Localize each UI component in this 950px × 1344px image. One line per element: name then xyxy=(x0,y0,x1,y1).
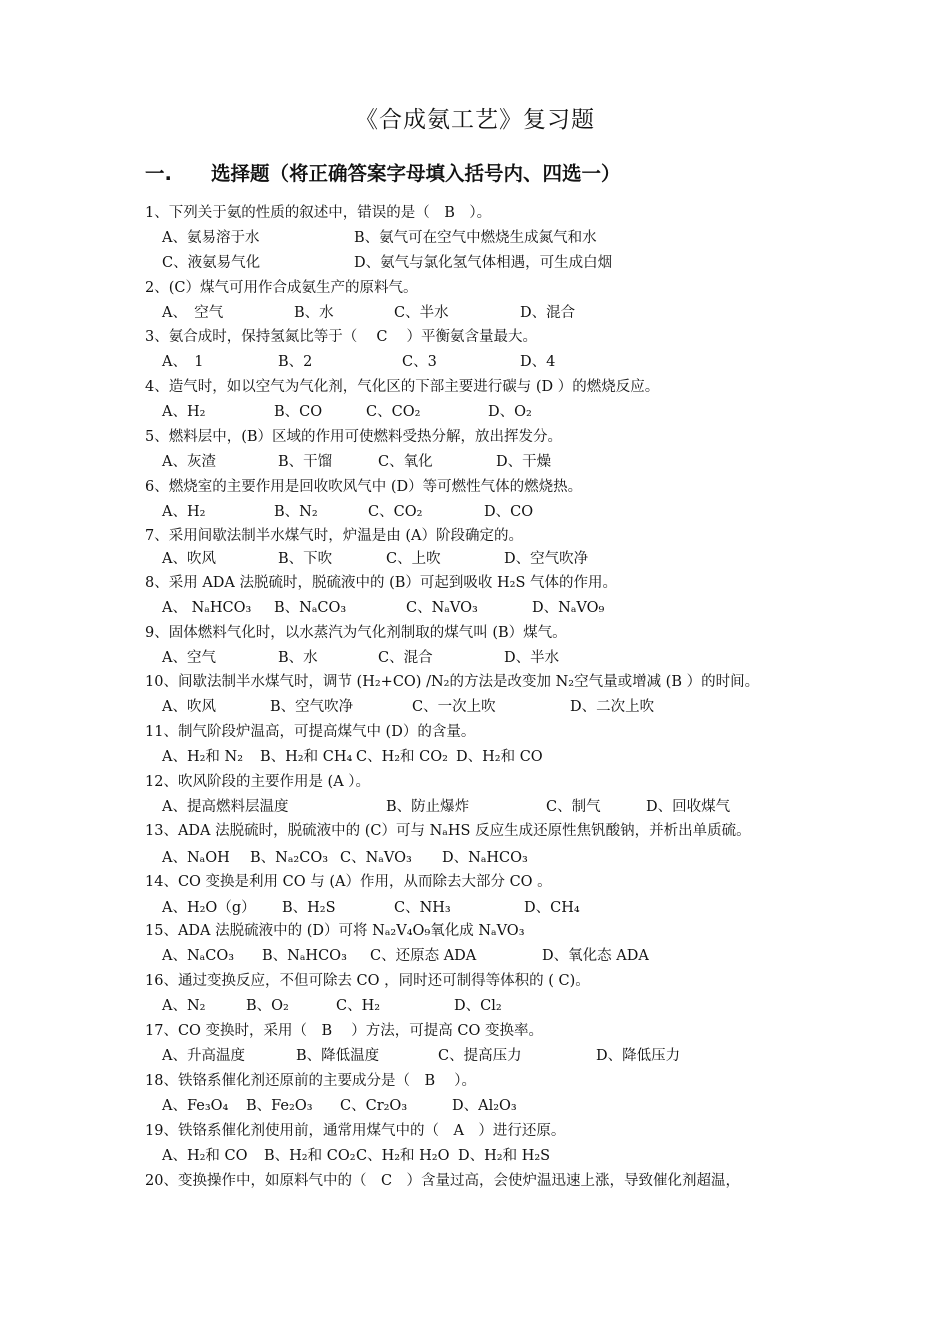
answer-option: C、半水 xyxy=(394,305,449,321)
answer-option: A、H₂和 N₂ xyxy=(162,749,244,765)
question-stem: 13、ADA 法脱硫时，脱硫液中的 (C）可与 NₐHS 反应生成还原性焦钒酸钠，并析出单质硫。 xyxy=(145,823,751,839)
answer-option: B、N₂ xyxy=(274,504,318,520)
answer-option: A、H₂和 CO xyxy=(162,1148,248,1164)
question-stem: 10、间歇法制半水煤气时，调节 (H₂+CO) /N₂的方法是改变加 N₂空气量或增减 (B ）的时间。 xyxy=(145,674,760,690)
question-stem: 20、变换操作中，如原料气中的（ C ）含量过高，会使炉温迅速上涨，导致催化剂超温， xyxy=(145,1173,741,1189)
answer-option: B、Fe₂O₃ xyxy=(246,1098,313,1114)
answer-option: C、Cr₂O₃ xyxy=(340,1098,408,1114)
answer-option: B、水 xyxy=(294,305,334,321)
answer-option: C、3 xyxy=(402,354,437,370)
answer-option: A、氨易溶于水 xyxy=(162,230,260,246)
answer-option: C、上吹 xyxy=(386,551,441,567)
answer-option: C、制气 xyxy=(546,799,601,815)
answer-option: D、Al₂O₃ xyxy=(452,1098,517,1114)
section-heading xyxy=(145,158,621,186)
answer-option: B、空气吹净 xyxy=(270,699,354,715)
answer-option: B、下吹 xyxy=(278,551,333,567)
answer-option: C、CO₂ xyxy=(368,504,423,520)
answer-option: C、H₂和 CO₂ xyxy=(356,749,448,765)
answer-option: C、NₐVO₃ xyxy=(340,850,412,866)
answer-option: C、NH₃ xyxy=(394,900,451,916)
question-stem: 16、通过变换反应，不但可除去 CO ，同时还可制得等体积的 ( C)。 xyxy=(145,973,590,989)
answer-option: C、液氨易气化 xyxy=(162,255,261,271)
answer-option: D、NₐVO₉ xyxy=(532,600,605,616)
question-stem: 6、燃烧室的主要作用是回收吹风气中 (D）等可燃性气体的燃烧热。 xyxy=(145,479,583,495)
question-stem: 12、吹风阶段的主要作用是 (A ）。 xyxy=(145,774,371,790)
answer-option: C、CO₂ xyxy=(366,404,421,420)
question-stem: 7、采用间歇法制半水煤气时，炉温是由 (A）阶段确定的。 xyxy=(145,528,523,544)
question-stem: 15、ADA 法脱硫液中的 (D）可将 Nₐ₂V₄O₉氧化成 NₐVO₃ xyxy=(145,923,525,939)
answer-option: B、H₂和 CH₄ xyxy=(260,749,353,765)
question-stem: 11、制气阶段炉温高，可提高煤气中 (D）的含量。 xyxy=(145,724,476,740)
answer-option: C、H₂ xyxy=(336,998,381,1014)
question-stem: 18、铁铬系催化剂还原前的主要成分是（ B ）。 xyxy=(145,1073,476,1089)
answer-option: B、氨气可在空气中燃烧生成氮气和水 xyxy=(354,230,597,246)
question-stem: 2、(C）煤气可用作合成氨生产的原料气。 xyxy=(145,280,418,296)
answer-option: B、防止爆炸 xyxy=(386,799,470,815)
answer-option: A、H₂O（g） xyxy=(162,900,256,916)
section-number: 一. xyxy=(145,162,172,185)
answer-option: A、NₐCO₃ xyxy=(162,948,235,964)
answer-option: A、NₐOH xyxy=(162,850,230,866)
answer-option: D、降低压力 xyxy=(596,1048,681,1064)
answer-option: D、O₂ xyxy=(488,404,532,420)
answer-option: A、升高温度 xyxy=(162,1048,245,1064)
answer-option: A、N₂ xyxy=(162,998,206,1014)
question-stem: 1、下列关于氨的性质的叙述中，错误的是（ B ）。 xyxy=(145,205,492,221)
answer-option: A、吹风 xyxy=(162,551,216,567)
answer-option: D、二次上吹 xyxy=(570,699,655,715)
answer-option: A、提高燃料层温度 xyxy=(162,799,289,815)
answer-option: B、CO xyxy=(274,404,323,420)
answer-option: C、H₂和 H₂O xyxy=(356,1148,450,1164)
answer-option: C、提高压力 xyxy=(438,1048,522,1064)
answer-option: D、H₂和 H₂S xyxy=(458,1148,551,1164)
answer-option: D、CO xyxy=(484,504,534,520)
answer-option: B、2 xyxy=(278,354,313,370)
answer-option: A、 NₐHCO₃ xyxy=(162,600,252,616)
question-stem: 19、铁铬系催化剂使用前，通常用煤气中的（ A ）进行还原。 xyxy=(145,1123,566,1139)
question-stem: 3、氨合成时，保持氢氮比等于（ C ）平衡氨含量最大。 xyxy=(145,329,538,345)
answer-option: C、一次上吹 xyxy=(412,699,496,715)
answer-option: A、吹风 xyxy=(162,699,216,715)
answer-option: D、氨气与氯化氢气体相遇，可生成白烟 xyxy=(354,255,613,271)
answer-option: B、NₐHCO₃ xyxy=(262,948,347,964)
answer-option: A、空气 xyxy=(162,650,216,666)
answer-option: A、 1 xyxy=(162,354,204,370)
answer-option: D、H₂和 CO xyxy=(456,749,543,765)
answer-option: D、CH₄ xyxy=(524,900,580,916)
answer-option: C、还原态 ADA xyxy=(370,948,477,964)
answer-option: D、Cl₂ xyxy=(454,998,502,1014)
question-stem: 8、采用 ADA 法脱硫时，脱硫液中的 (B）可起到吸收 H₂S 气体的作用。 xyxy=(145,575,618,591)
page-title: 《合成氨工艺》复习题 xyxy=(355,107,595,133)
answer-option: B、降低温度 xyxy=(296,1048,380,1064)
answer-option: B、H₂和 CO₂ xyxy=(264,1148,356,1164)
answer-option: A、灰渣 xyxy=(162,454,216,470)
question-stem: 4、造气时，如以空气为气化剂，气化区的下部主要进行碳与 (D ）的燃烧反应。 xyxy=(145,379,660,395)
answer-option: D、4 xyxy=(520,354,556,370)
answer-option: B、NₐCO₃ xyxy=(274,600,347,616)
question-stem: 14、CO 变换是利用 CO 与 (A）作用，从而除去大部分 CO 。 xyxy=(145,874,552,890)
section-title: 选择题（将正确答案字母填入括号内、四选一） xyxy=(211,162,621,185)
answer-option: A、 空气 xyxy=(162,305,224,321)
answer-option: B、水 xyxy=(278,650,318,666)
answer-option: D、半水 xyxy=(504,650,560,666)
answer-option: D、空气吹净 xyxy=(504,551,589,567)
answer-option: D、氧化态 ADA xyxy=(542,948,649,964)
answer-option: A、Fe₃O₄ xyxy=(162,1098,229,1114)
answer-option: D、干燥 xyxy=(496,454,552,470)
answer-option: C、混合 xyxy=(378,650,433,666)
answer-option: C、NₐVO₃ xyxy=(406,600,478,616)
question-stem: 5、燃料层中，(B）区域的作用可使燃料受热分解，放出挥发分。 xyxy=(145,429,563,445)
answer-option: D、回收煤气 xyxy=(646,799,731,815)
question-stem: 9、固体燃料气化时，以水蒸汽为气化剂制取的煤气叫 (B）煤气。 xyxy=(145,625,567,641)
answer-option: B、干馏 xyxy=(278,454,333,470)
answer-option: B、Nₐ₂CO₃ xyxy=(250,850,329,866)
answer-option: A、H₂ xyxy=(162,504,206,520)
answer-option: D、NₐHCO₃ xyxy=(442,850,528,866)
question-stem: 17、CO 变换时，采用（ B ）方法，可提高 CO 变换率。 xyxy=(145,1023,544,1039)
answer-option: C、氧化 xyxy=(378,454,433,470)
answer-option: A、H₂ xyxy=(162,404,206,420)
answer-option: B、H₂S xyxy=(282,900,336,916)
answer-option: D、混合 xyxy=(520,305,576,321)
answer-option: B、O₂ xyxy=(246,998,289,1014)
